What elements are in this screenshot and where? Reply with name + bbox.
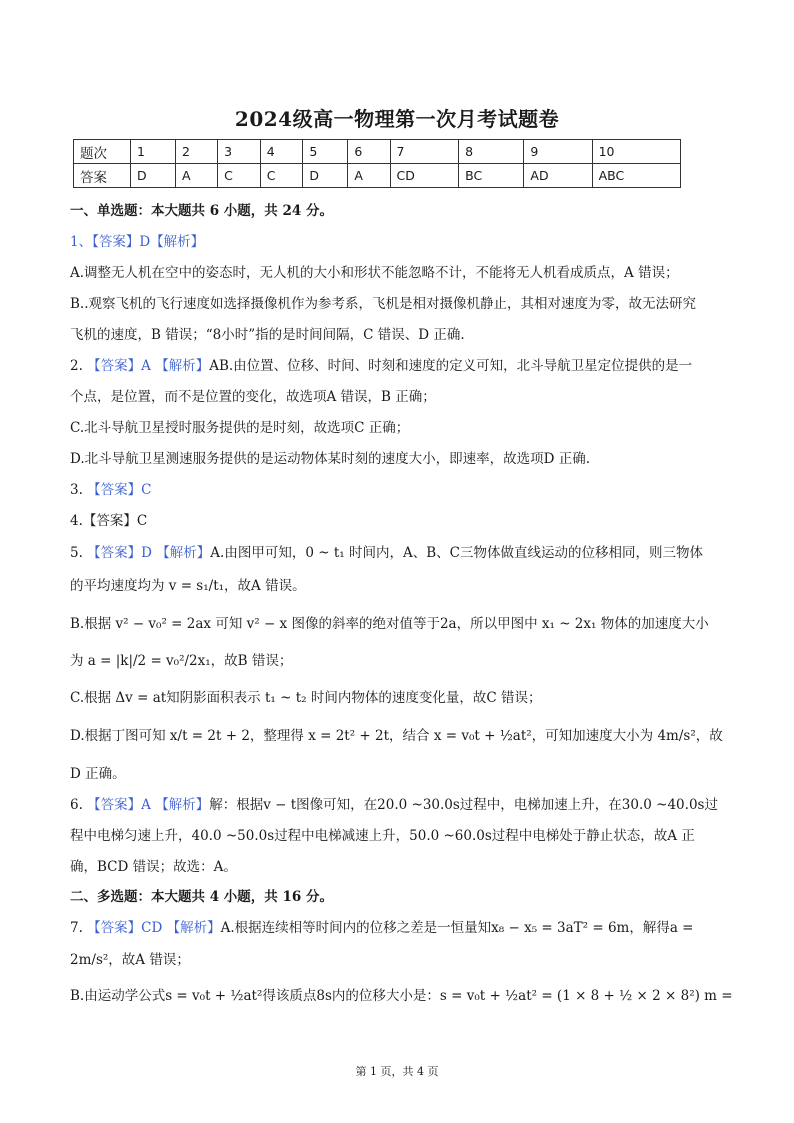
q1-line-a: A.调整无人机在空中的姿态时，无人机的大小和形状不能忽略不计，不能将无人机看成质点，A 错误； — [70, 265, 679, 281]
q1-answer-label: 1、【答案】D【解析】 — [70, 234, 205, 250]
q6-line-2: 程中电梯匀速上升，40.0 ~50.0s过程中电梯减速上升，50.0 ~60.0s过程中电梯处于静止状态，故A 正 — [70, 828, 695, 844]
answer-label: 【答案】C — [87, 482, 152, 498]
table-row — [74, 140, 681, 164]
q7-line-3: B.由运动学公式s = v₀t + ½at²得该质点8s内的位移大小是：s = v₀t + ½at² = (1 × 8 + ½ × 2 × 8²) m = — [70, 988, 733, 1004]
question-number: 6. — [70, 797, 88, 813]
q1-line-b2: 飞机的速度，B 错误；“8小时”指的是时间间隔，C 错误、D 正确. — [70, 327, 465, 343]
analysis-text: AB.由位置、位移、时间、时刻和速度的定义可知，北斗导航卫星定位提供的是一 — [209, 358, 693, 374]
q5-line-5: C.根据 Δv = at知阴影面积表示 t₁ ~ t₂ 时间内物体的速度变化量，故C 错误； — [70, 690, 542, 706]
answer-cell: A — [348, 164, 390, 188]
table-header-cell: 答案 — [74, 164, 131, 188]
answer-cell: C — [260, 164, 303, 188]
question-number-cell: 7 — [390, 140, 459, 164]
answer-cell: ABC — [592, 164, 680, 188]
answer-label: 【答案】A 【解析】 — [87, 358, 210, 374]
q3-line — [70, 480, 726, 500]
q6-line-3: 确，BCD 错误；故选：A。 — [70, 859, 237, 875]
q5-line-4: 为 a = |k|/2 = v₀²/2x₁，故B 错误； — [70, 653, 293, 669]
q2-line-3: C.北斗导航卫星授时服务提供的是时刻，故选项C 正确； — [70, 420, 410, 436]
question-number: 2. — [70, 358, 88, 374]
question-number-cell: 3 — [218, 140, 261, 164]
answer-cell: A — [176, 164, 218, 188]
page-title: 2024级高一物理第一次月考试题卷 — [234, 107, 560, 131]
q4-line: 4.【答案】C — [70, 513, 148, 529]
q2-line-2: 个点，是位置，而不是位置的变化，故选项A 错误，B 正确； — [70, 389, 436, 405]
page-footer: 第 1 页，共 4 页 — [355, 1065, 439, 1078]
question-number-cell: 1 — [131, 140, 176, 164]
analysis-text: 解：根据v − t图像可知，在20.0 ~30.0s过程中，电梯加速上升，在30.0 ~40.0s过 — [209, 797, 718, 813]
q1-line-b1: B..观察飞机的飞行速度如选择摄像机作为参考系，飞机是相对摄像机静止，其相对速度为零，故无法研究 — [70, 296, 697, 312]
question-number-cell: 8 — [459, 140, 524, 164]
table-row — [74, 164, 681, 188]
answer-cell: CD — [390, 164, 459, 188]
question-number-cell: 10 — [592, 140, 680, 164]
analysis-text: A.根据连续相等时间内的位移之差是一恒量知x₈ − x₅ = 3aT² = 6m，解得a = — [220, 920, 694, 936]
q5-line-6: D.根据丁图可知 x/t = 2t + 2，整理得 x = 2t² + 2t，结合 x = v₀t + ½at²，可知加速度大小为 4m/s²，故 — [70, 728, 723, 744]
q5-line-1 — [70, 543, 726, 563]
answer-label: 【答案】CD 【解析】 — [87, 920, 221, 936]
table-header-cell: 题次 — [74, 140, 131, 164]
question-number-cell: 9 — [524, 140, 592, 164]
answer-cell: AD — [524, 164, 592, 188]
q2-line-1 — [70, 356, 726, 376]
question-number: 3. — [70, 482, 88, 498]
q7-line-2: 2m/s²，故A 错误； — [70, 952, 190, 968]
q5-line-3: B.根据 v² − v₀² = 2ax 可知 v² − x 图像的斜率的绝对值等于2a，所以甲图中 x₁ ~ 2x₁ 物体的加速度大小 — [70, 616, 709, 632]
question-number-cell: 5 — [303, 140, 348, 164]
question-number-cell: 4 — [260, 140, 303, 164]
answer-label: 【答案】A 【解析】 — [87, 797, 210, 813]
q5-line-2: 的平均速度均为 v = s₁/t₁，故A 错误。 — [70, 578, 306, 594]
question-number: 5. — [70, 545, 88, 561]
answer-cell: D — [303, 164, 348, 188]
question-number-cell: 2 — [176, 140, 218, 164]
section-heading-single-choice: 一、单选题：本大题共 6 小题，共 24 分。 — [70, 203, 333, 219]
answer-label: 【答案】D 【解析】 — [87, 545, 211, 561]
answer-cell: BC — [459, 164, 524, 188]
q2-line-4: D.北斗导航卫星测速服务提供的是运动物体某时刻的速度大小，即速率，故选项D 正确. — [70, 451, 591, 467]
analysis-text: A.由图甲可知，0 ~ t₁ 时间内，A、B、C三物体做直线运动的位移相同，则三物体 — [210, 545, 703, 561]
question-number: 7. — [70, 920, 88, 936]
q7-line-1 — [70, 918, 726, 938]
answer-cell: D — [131, 164, 176, 188]
answer-cell: C — [218, 164, 261, 188]
answer-table — [73, 139, 681, 188]
q6-line-1 — [70, 795, 726, 815]
question-number-cell: 6 — [348, 140, 390, 164]
section-heading-multiple-choice: 二、多选题：本大题共 4 小题，共 16 分。 — [70, 889, 333, 905]
q5-line-7: D 正确。 — [70, 766, 126, 782]
